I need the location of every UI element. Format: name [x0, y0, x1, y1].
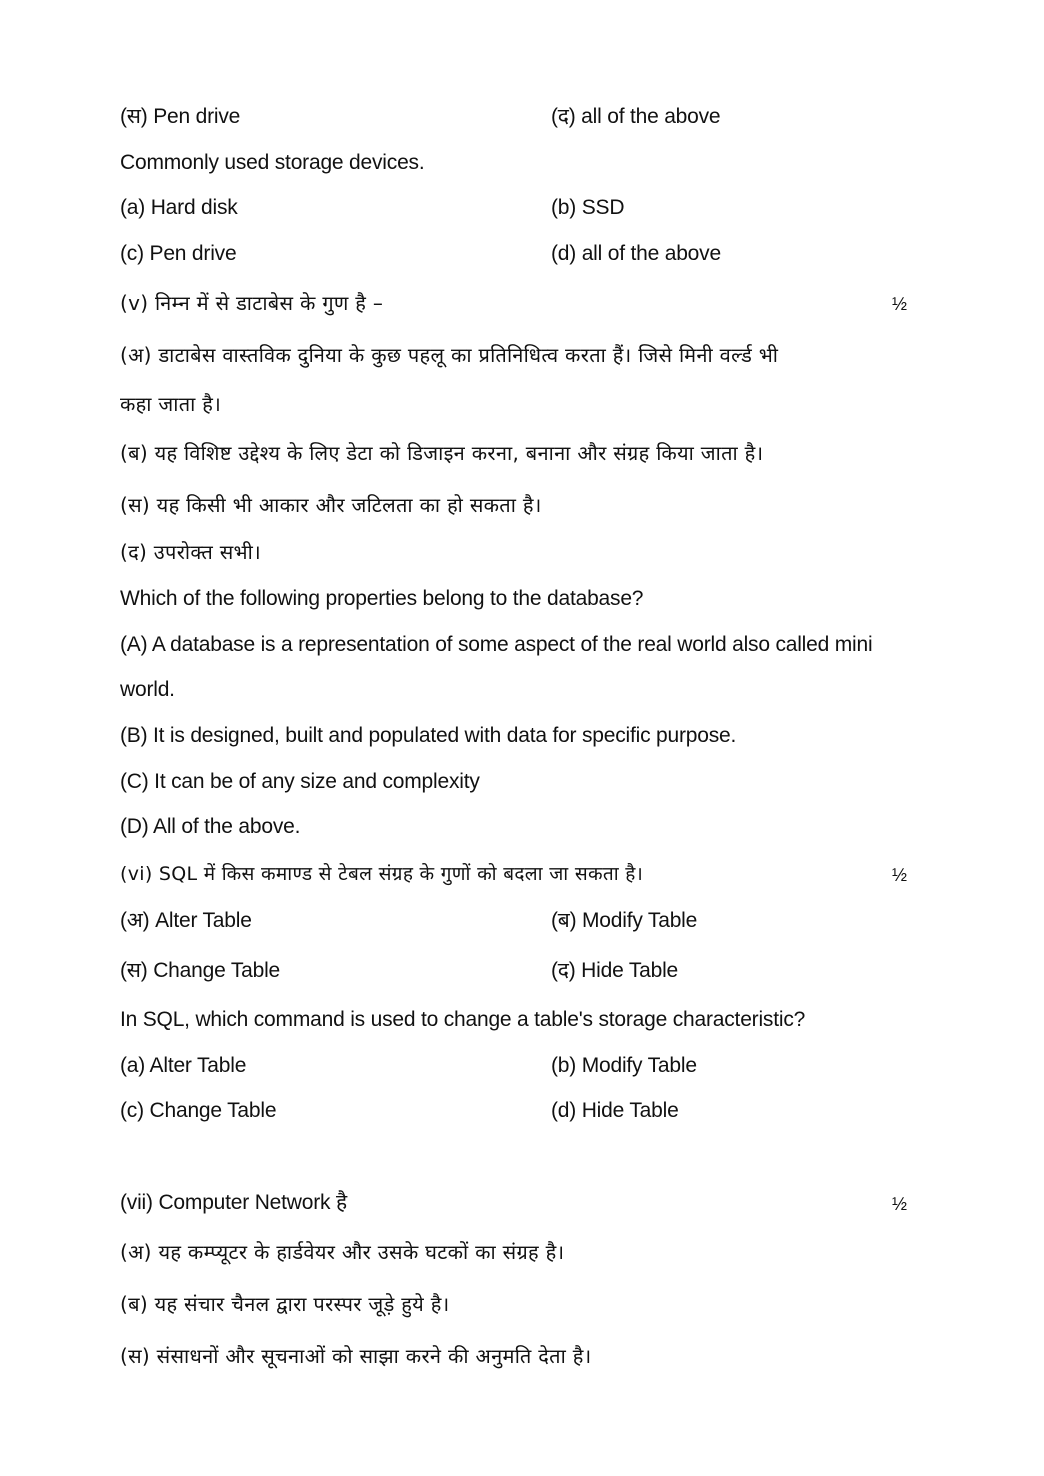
question-6-hi: (vi) SQL में किस कमाण्ड से टेबल संग्रह के गुणों को बदला जा सकता है। — [120, 863, 644, 885]
option-6-hi-b: (ब) Modify Table — [551, 909, 698, 932]
option-5-hi-d: (द) उपरोक्त सभी। — [120, 540, 261, 564]
option-5-en-b: (B) It is designed, built and populated with data for specific purpose. — [120, 724, 737, 747]
option-5-hi-b: (ब) यह विशिष्ट उद्देश्य के लिए डेटा को डिजाइन करना, बनाना और संग्रह किया जाता है। — [120, 441, 764, 465]
option-6-en-a: (a) Alter Table — [120, 1054, 247, 1077]
option-6-en-b: (b) Modify Table — [551, 1054, 697, 1077]
option-6-hi-c: (स) Change Table — [120, 959, 281, 982]
option-hi-c: (स) Pen drive — [120, 105, 241, 128]
option-6-hi-a: (अ) Alter Table — [120, 909, 252, 932]
option-5-en-a-cont: world. — [120, 678, 175, 701]
option-en-a: (a) Hard disk — [120, 196, 238, 219]
marks-q5: ½ — [892, 294, 908, 314]
option-5-hi-a: (अ) डाटाबेस वास्तविक दुनिया के कुछ पहलू का प्रतिनिधित्व करता हैं। जिसे मिनी वर्ल्ड भी — [120, 343, 779, 367]
marks-q7: ½ — [892, 1194, 908, 1214]
option-hi-d: (द) all of the above — [551, 105, 721, 128]
option-7-hi-a: (अ) यह कम्प्यूटर के हार्डवेयर और उसके घटकों का संग्रह है। — [120, 1240, 565, 1264]
question-6-en: In SQL, which command is used to change a table's storage characteristic? — [120, 1008, 806, 1031]
option-6-en-d: (d) Hide Table — [551, 1099, 679, 1122]
option-en-c: (c) Pen drive — [120, 242, 237, 265]
option-en-d: (d) all of the above — [551, 242, 721, 265]
question-7: (vii) Computer Network है — [120, 1191, 347, 1214]
question-5-hi: (v) निम्न में से डाटाबेस के गुण है – — [120, 291, 384, 315]
option-5-hi-c: (स) यह किसी भी आकार और जटिलता का हो सकता है। — [120, 493, 542, 517]
option-5-hi-a-cont: कहा जाता है। — [120, 392, 222, 416]
option-7-hi-b: (ब) यह संचार चैनल द्वारा परस्पर जूड़े हुये है। — [120, 1292, 450, 1316]
option-7-hi-c: (स) संसाधनों और सूचनाओं को साझा करने की अनुमति देता है। — [120, 1344, 592, 1368]
marks-q6: ½ — [892, 865, 908, 885]
option-5-en-d: (D) All of the above. — [120, 815, 301, 838]
option-6-en-c: (c) Change Table — [120, 1099, 277, 1122]
option-6-hi-d: (द) Hide Table — [551, 959, 679, 982]
option-en-b: (b) SSD — [551, 196, 625, 219]
question-en: Commonly used storage devices. — [120, 151, 425, 174]
option-5-en-c: (C) It can be of any size and complexity — [120, 770, 480, 793]
option-5-en-a: (A) A database is a representation of some aspect of the real world also called mini — [120, 633, 873, 656]
question-5-en: Which of the following properties belong to the database? — [120, 587, 644, 610]
